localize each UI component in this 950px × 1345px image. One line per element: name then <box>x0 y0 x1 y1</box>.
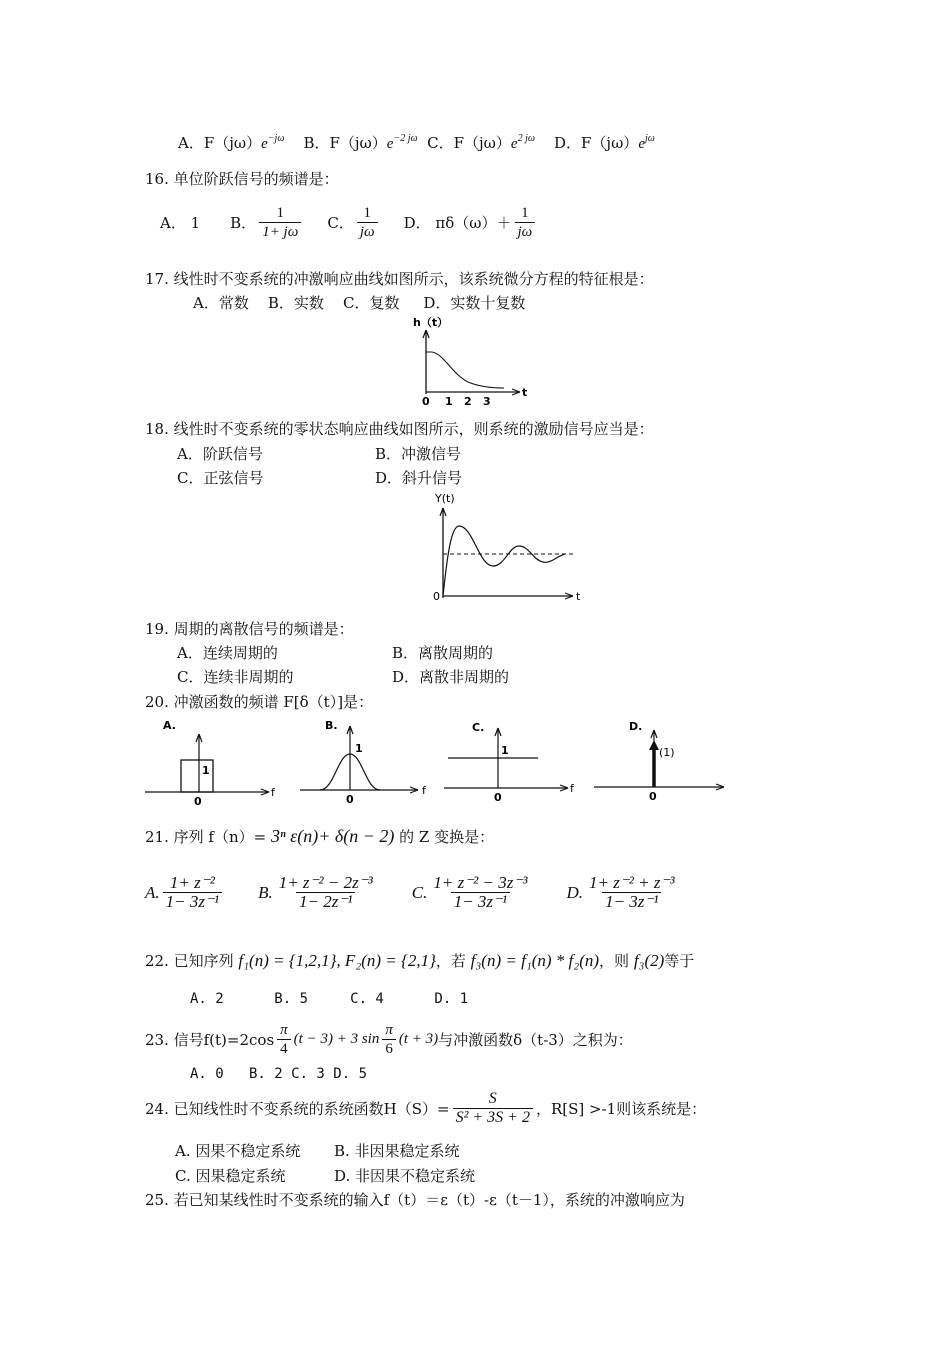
q15-option-a: A．$F(j\omega)e^{-j\omega}$ <box>178 133 285 152</box>
q23-stem-mid: (t − 3) + 3 sin <box>293 1031 380 1047</box>
q23-stem-suffix: 与冲激函数δ（t-3）之积为： <box>438 1031 633 1049</box>
q24-option-c: C. 因果稳定系统 <box>175 1167 286 1185</box>
q20-stem: 20. 冲激函数的频谱 F[δ（t）]是： <box>145 693 374 711</box>
q17-options: A．常数 B．实数 C．复数 D．实数十复数 <box>193 294 526 312</box>
q22-stem-suffix: 等于 <box>664 952 695 970</box>
q17-xlabel: t <box>522 386 528 399</box>
q20-graph-d-label: D. <box>629 720 643 733</box>
q21-option-d-fraction: $\frac{\text{1+ z⁻² + z⁻³}}{\text{1− 3z⁻¹}}$ <box>588 873 675 911</box>
q23-options: A. 0 B. 2 C. 3 D. 5 <box>190 1066 368 1082</box>
q24-option-a: A. 因果不稳定系统 <box>175 1142 301 1160</box>
q15-option-d: D．$F(j\omega)e^{j\omega}$ <box>553 133 655 152</box>
q17-tick-3: 3 <box>483 395 491 408</box>
q18-stem: 18. 线性时不变系统的零状态响应曲线如图所示，则系统的激励信号应当是： <box>145 420 654 438</box>
q22-options: A. 2 B. 5 C. 4 D. 1 <box>190 991 469 1007</box>
q22-convolution: f₃(n) = f₁(n) * f₂(n) <box>470 951 600 970</box>
q16-option-c-fraction: $\frac{1}{j\omega}$ <box>357 204 378 241</box>
q23-stem-prefix: 23. 信号f(t)=2cos <box>145 1031 275 1049</box>
q16-option-b-fraction: $\frac{1}{1+ j\omega}$ <box>259 204 301 241</box>
q20-graph-d-value: (1) <box>659 746 675 759</box>
q21-options <box>145 874 681 911</box>
q22-stem-mid2: ，则 <box>599 952 630 970</box>
q16-options <box>160 204 538 241</box>
q21-sequence: 3ⁿ ε(n)+ δ(n − 2) <box>270 826 395 846</box>
q18-curve <box>443 526 565 596</box>
q19-option-d: D．离散非周期的 <box>392 668 510 686</box>
q22-stem-mid: ，若 <box>435 952 466 970</box>
q25-stem: 25. 若已知某线性时不变系统的输入f（t）＝ε（t）-ε（t－1），系统的冲激响应为 <box>145 1191 685 1209</box>
q19-option-a: A．连续周期的 <box>177 644 278 662</box>
q20-graph-d-origin: 0 <box>649 790 657 803</box>
q21-option-b-fraction: $\frac{\text{1+ z⁻² − 2z⁻³}}{\text{1− 2z⁻¹}}$ <box>278 873 373 911</box>
q21-option-b-label: B. <box>258 882 273 902</box>
q18-option-a: A．阶跃信号 <box>177 445 263 463</box>
q17-curve <box>426 352 504 388</box>
q21-stem-prefix: 21. 序列 f（n）= <box>145 828 267 846</box>
q16-option-d-fraction: $\frac{1}{j\omega}$ <box>515 204 536 241</box>
q20-graph-a-value: 1 <box>202 764 210 777</box>
q24-stem <box>145 1090 706 1127</box>
q20-graph-b-origin: 0 <box>346 793 354 806</box>
q16-option-d-label: D． πδ（ω）＋ <box>403 214 512 232</box>
q20-graph-b-label: B. <box>325 719 338 732</box>
q24-stem-prefix: 24. 已知线性时不变系统的系统函数H（S）= <box>145 1100 450 1118</box>
q21-option-a-label: A. <box>145 882 160 902</box>
q22-target: f₃(2) <box>633 951 665 970</box>
q21-option-c-fraction: $\frac{\text{1+ z⁻² − 3z⁻³}}{\text{1− 3z⁻¹}}$ <box>433 873 528 911</box>
q16-option-c-label: C． <box>327 214 354 232</box>
q20-graph-a <box>143 714 283 808</box>
q20-graph-a-label: A. <box>163 719 176 732</box>
q22-stem <box>145 950 694 971</box>
q19-stem: 19. 周期的离散信号的频谱是： <box>145 620 354 638</box>
q18-option-d: D．斜升信号 <box>375 469 463 487</box>
q20-graph-a-origin: 0 <box>194 795 202 808</box>
q20-graph-b-value: 1 <box>355 742 363 755</box>
q20-graph-c-origin: 0 <box>494 791 502 804</box>
q24-option-b: B. 非因果稳定系统 <box>334 1142 460 1160</box>
q23-stem-arg: (t + 3) <box>398 1031 439 1047</box>
q15-options <box>178 132 655 153</box>
q20-graph-c-axis-label: f <box>570 782 574 795</box>
q20-graph-b <box>298 714 438 808</box>
q16-option-b-label: B． <box>230 214 257 232</box>
q20-graph-c-label: C. <box>472 721 485 734</box>
q22-sequences: f₁(n) = {1,2,1}, F₂(n) = {2,1} <box>238 951 436 970</box>
q23-fraction-2: $\frac{\pi}{6}$ <box>382 1021 396 1058</box>
q18-ylabel: Y(t) <box>435 492 455 505</box>
q18-origin: 0 <box>433 590 440 603</box>
q17-tick-2: 2 <box>464 395 472 408</box>
q15-option-c: C．$F(j\omega)e^{2 j\omega}$ <box>427 133 535 152</box>
q17-impulse-response-graph <box>408 312 538 408</box>
q20-graph-a-axis-label: f <box>271 786 275 799</box>
q17-tick-0: 0 <box>422 395 430 408</box>
q21-stem <box>145 826 494 847</box>
q22-stem-prefix: 22. 已知序列 <box>145 952 234 970</box>
q16-option-a: A． 1 <box>160 214 201 232</box>
q17-tick-1: 1 <box>445 395 453 408</box>
q21-option-a-fraction: $\frac{\text{1+ z⁻²}}{\text{1− 3z⁻¹}}$ <box>163 874 222 911</box>
q23-stem <box>145 1021 633 1058</box>
q20-graph-c-value: 1 <box>501 744 509 757</box>
q20-graph-d <box>592 714 732 808</box>
q24-option-d: D. 非因果不稳定系统 <box>334 1167 476 1185</box>
q18-xlabel: t <box>576 590 581 603</box>
q20-graph-b-axis-label: f <box>422 784 426 797</box>
q21-stem-suffix: 的 Z 变换是： <box>399 828 495 846</box>
q16-stem: 16. 单位阶跃信号的频谱是： <box>145 170 339 188</box>
q21-option-c-label: C. <box>411 882 428 902</box>
q20-graph-c <box>442 714 582 808</box>
q19-option-c: C．连续非周期的 <box>177 668 294 686</box>
q17-ylabel: h（t） <box>413 316 449 329</box>
q23-fraction-1: $\frac{\pi}{4}$ <box>277 1021 291 1058</box>
q18-option-c: C．正弦信号 <box>177 469 264 487</box>
q15-option-b: B．$F(j\omega)e^{-2 j\omega}$ <box>303 133 418 152</box>
q18-zero-state-response-graph <box>425 488 590 606</box>
q21-option-d-label: D. <box>566 882 583 902</box>
q17-stem: 17. 线性时不变系统的冲激响应曲线如图所示，该系统微分方程的特征根是： <box>145 270 654 288</box>
q24-stem-suffix: ，R[S] >-1则该系统是： <box>535 1100 707 1118</box>
q19-option-b: B．离散周期的 <box>392 644 494 662</box>
q18-option-b: B．冲激信号 <box>375 445 462 463</box>
q24-transfer-function: $\frac{S}{\text{S² + 3S + 2}}$ <box>453 1090 533 1127</box>
